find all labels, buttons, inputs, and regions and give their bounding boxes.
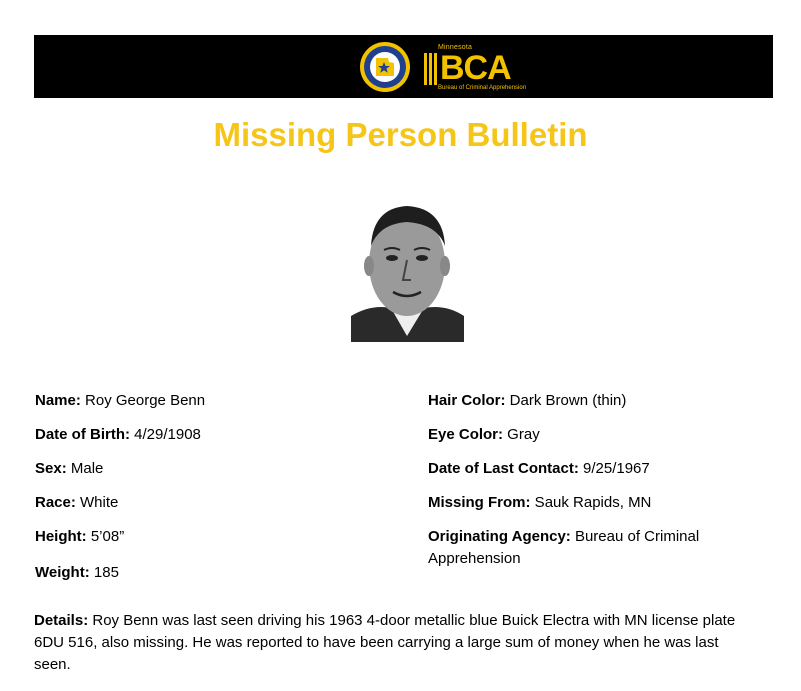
field-sex — [35, 458, 103, 480]
field-value: 4/29/1908 — [130, 426, 201, 443]
bca-stripes-icon — [424, 53, 438, 85]
field-label: Name: — [35, 392, 81, 409]
field-value: Dark Brown (thin) — [505, 392, 627, 409]
bca-subtitle: Bureau of Criminal Apprehension — [438, 85, 527, 91]
field-label: Eye Color: — [428, 426, 504, 443]
field-value: 185 — [89, 564, 119, 581]
bca-letters: BCA — [440, 49, 511, 87]
bca-logo — [420, 41, 530, 93]
details-paragraph — [34, 610, 759, 676]
field-label: Date of Last Contact: — [428, 460, 579, 477]
field-label: Weight: — [35, 564, 90, 581]
details-text: Roy Benn was last seen driving his 1963 4-door metallic blue Buick Electra with MN license plate 6DU 516, also missing. He was reported to have been carrying a large sum of money when he was last seen. — [34, 612, 736, 673]
field-label: Hair Color: — [428, 392, 506, 409]
public-safety-seal-icon — [359, 41, 411, 93]
page-title: Missing Person Bulletin — [213, 116, 588, 153]
field-value: Male — [66, 460, 104, 477]
field-value: White — [75, 494, 119, 511]
field-date-of-birth — [35, 424, 201, 446]
field-originating-agency — [428, 526, 748, 570]
field-value: 9/25/1967 — [578, 460, 650, 477]
field-value: Roy George Benn — [80, 392, 206, 409]
field-name — [35, 390, 205, 412]
field-weight — [35, 562, 119, 584]
field-value: Gray — [503, 426, 540, 443]
field-height — [35, 526, 124, 548]
field-value: Bureau of Criminal Apprehension — [428, 528, 700, 567]
field-date-of-last-contact — [428, 458, 650, 480]
bca-state-label: Minnesota — [438, 44, 473, 51]
field-race — [35, 492, 118, 514]
field-label: Missing From: — [428, 494, 531, 511]
field-label: Date of Birth: — [35, 426, 130, 443]
details-label: Details: — [34, 612, 89, 629]
field-value: Sauk Rapids, MN — [530, 494, 652, 511]
field-label: Sex: — [35, 460, 67, 477]
field-hair-color — [428, 390, 626, 412]
field-label: Originating Agency: — [428, 528, 571, 545]
field-label: Height: — [35, 528, 87, 545]
field-eye-color — [428, 424, 540, 446]
header-banner — [34, 35, 773, 98]
field-value: 5’08” — [86, 528, 125, 545]
field-label: Race: — [35, 494, 76, 511]
missing-person-photo — [351, 186, 464, 342]
field-missing-from — [428, 492, 651, 514]
